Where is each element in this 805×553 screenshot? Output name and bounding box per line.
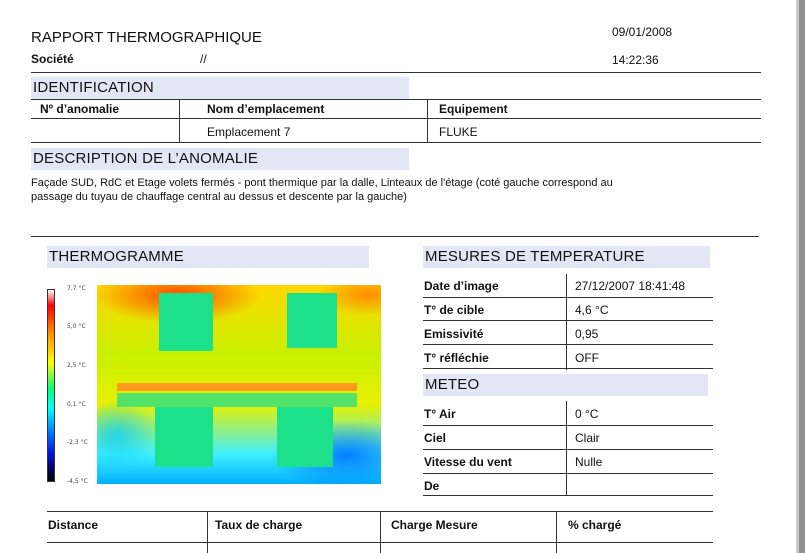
description-line-1: Façade SUD, RdC et Etage volets fermés - pont thermique par la dalle, Linteaux de l'étage (coté gauche correspond au	[31, 177, 613, 189]
floor-slab-band	[117, 383, 357, 391]
mesure-label: T° de cible	[424, 303, 485, 317]
window-upper-right	[287, 293, 337, 348]
col-taux-de-charge: Taux de charge	[215, 518, 303, 532]
divider	[556, 511, 557, 553]
scale-tick: -4,5 °C	[67, 478, 88, 485]
divider	[566, 274, 567, 370]
mesure-label: T° réfléchie	[424, 351, 489, 365]
meteo-label: De	[424, 479, 440, 493]
divider	[423, 368, 713, 369]
scale-tick: 0,1 °C	[67, 401, 86, 408]
divider	[423, 473, 713, 474]
mesure-label: Date d’image	[424, 279, 499, 293]
col-emplacement: Nom d’emplacement	[207, 102, 325, 116]
societe-value: //	[200, 52, 207, 66]
temperature-scale-bar	[47, 289, 55, 482]
divider	[423, 320, 713, 321]
divider	[427, 100, 428, 142]
window-upper-left	[159, 293, 213, 351]
divider	[423, 297, 713, 298]
mesure-value: 0,95	[575, 327, 599, 341]
value-emplacement: Emplacement 7	[207, 125, 291, 139]
mesure-value: 27/12/2007 18:41:48	[575, 279, 686, 293]
slab-shadow	[117, 393, 357, 407]
col-pourcent-charge: % chargé	[568, 518, 622, 532]
meteo-value: 0 °C	[575, 407, 599, 421]
scale-tick: 5,0 °C	[67, 323, 86, 330]
meteo-value: Nulle	[575, 455, 603, 469]
description-heading: DESCRIPTION DE L’ANOMALIE	[31, 148, 409, 170]
meteo-label: T° Air	[424, 407, 456, 421]
description-line-2: passage du tuyau de chauffage central au dessus et descente par la gauche)	[31, 191, 407, 203]
divider	[423, 449, 713, 450]
divider	[207, 511, 208, 553]
divider	[380, 511, 381, 553]
col-equipement: Equipement	[439, 102, 508, 116]
window-lower-right	[277, 407, 333, 467]
value-equipement: FLUKE	[439, 125, 478, 139]
window-lower-left	[155, 407, 213, 467]
meteo-label: Ciel	[424, 431, 447, 445]
meteo-heading: METEO	[423, 374, 708, 396]
divider	[179, 100, 180, 142]
scale-tick: -2,3 °C	[67, 439, 88, 446]
divider	[31, 142, 761, 143]
meteo-label: Vitesse du vent	[424, 455, 512, 469]
meteo-value: Clair	[575, 431, 600, 445]
divider	[31, 236, 759, 237]
report-time: 14:22:36	[612, 53, 659, 67]
col-anomalie: Nº d’anomalie	[40, 102, 120, 116]
scale-tick: 7,7 °C	[67, 285, 86, 292]
divider	[423, 425, 713, 426]
mesure-label: Emissivité	[424, 327, 484, 341]
col-distance: Distance	[48, 518, 99, 532]
thermal-image	[97, 285, 381, 484]
page-edge	[796, 0, 799, 553]
divider	[423, 344, 713, 345]
divider	[31, 118, 761, 119]
thermogramme-heading: THERMOGRAMME	[47, 246, 369, 268]
col-charge-mesure: Charge Mesure	[391, 518, 478, 532]
divider	[423, 495, 713, 496]
report-date: 09/01/2008	[612, 25, 673, 39]
mesure-value: 4,6 °C	[575, 303, 609, 317]
mesure-value: OFF	[575, 351, 599, 365]
divider	[31, 99, 761, 100]
scale-tick: 2,5 °C	[67, 362, 86, 369]
mesures-heading: MESURES DE TEMPERATURE	[423, 246, 710, 268]
identification-heading: IDENTIFICATION	[31, 77, 409, 99]
divider	[47, 542, 713, 543]
societe-label: Société	[31, 52, 74, 66]
report-title: RAPPORT THERMOGRAPHIQUE	[31, 29, 262, 46]
divider	[31, 72, 761, 73]
